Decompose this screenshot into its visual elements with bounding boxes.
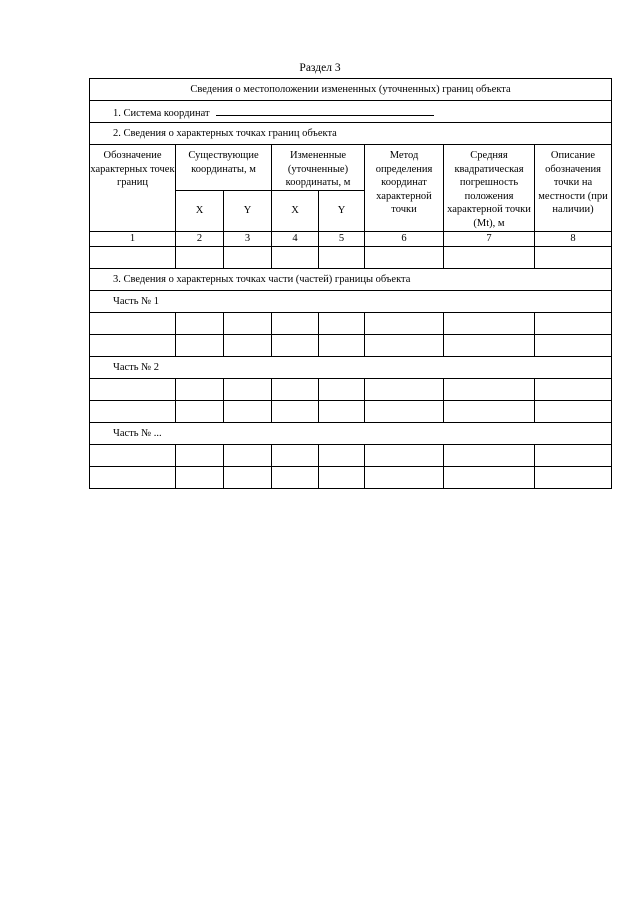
column-number: 6 [365, 231, 444, 246]
table-row [90, 466, 612, 488]
column-number: 5 [319, 231, 365, 246]
existing-y-header: Y [224, 190, 272, 231]
table-cell[interactable] [90, 466, 176, 488]
table-row [90, 378, 612, 400]
column-number: 2 [176, 231, 224, 246]
table-row [90, 444, 612, 466]
table-cell[interactable] [444, 334, 535, 356]
table-cell[interactable] [176, 312, 224, 334]
table-row [90, 334, 612, 356]
table-cell[interactable] [444, 444, 535, 466]
points-title: 2. Сведения о характерных точках границ объекта [90, 123, 612, 145]
table-cell[interactable] [365, 378, 444, 400]
col-designation-header: Обозначение характерных точек границ [90, 145, 176, 232]
table-cell[interactable] [365, 466, 444, 488]
table-cell[interactable] [365, 312, 444, 334]
col-method-header: Метод определения координат характерной точки [365, 145, 444, 232]
table-cell[interactable] [444, 312, 535, 334]
table-title: Сведения о местоположении измененных (уточненных) границ объекта [90, 79, 612, 101]
boundary-table [89, 78, 612, 489]
col-existing-header: Существующие координаты, м [176, 145, 272, 191]
table-cell[interactable] [365, 334, 444, 356]
table-cell[interactable] [176, 334, 224, 356]
column-number: 7 [444, 231, 535, 246]
changed-y-header: Y [319, 190, 365, 231]
column-number: 1 [90, 231, 176, 246]
table-cell[interactable] [535, 444, 612, 466]
table-cell[interactable] [272, 400, 319, 422]
table-cell[interactable] [224, 246, 272, 268]
table-cell[interactable] [319, 312, 365, 334]
parts-title: 3. Сведения о характерных точках части (частей) границы объекта [90, 268, 612, 290]
table-cell[interactable] [272, 312, 319, 334]
col-description-header: Описание обозначения точки на местности (при наличии) [535, 145, 612, 232]
table-cell[interactable] [319, 444, 365, 466]
table-cell[interactable] [224, 466, 272, 488]
table-cell[interactable] [444, 400, 535, 422]
column-number: 3 [224, 231, 272, 246]
coordinate-system-field[interactable] [216, 104, 434, 116]
table-cell[interactable] [272, 466, 319, 488]
column-numbers-row [90, 231, 612, 246]
table-cell[interactable] [444, 378, 535, 400]
table-cell[interactable] [272, 444, 319, 466]
table-cell[interactable] [176, 444, 224, 466]
table-cell[interactable] [224, 378, 272, 400]
table-cell[interactable] [90, 400, 176, 422]
table-cell[interactable] [319, 378, 365, 400]
table-cell[interactable] [224, 334, 272, 356]
table-cell[interactable] [224, 312, 272, 334]
coordinate-system-row [90, 101, 612, 123]
table-cell[interactable] [90, 246, 176, 268]
existing-x-header: X [176, 190, 224, 231]
table-cell[interactable] [319, 466, 365, 488]
table-cell[interactable] [535, 334, 612, 356]
coordinate-system-label: 1. Система координат [113, 108, 210, 119]
column-number: 8 [535, 231, 612, 246]
table-cell[interactable] [319, 334, 365, 356]
section-title: Раздел 3 [299, 62, 341, 74]
table-cell[interactable] [176, 400, 224, 422]
table-cell[interactable] [90, 312, 176, 334]
table-cell[interactable] [365, 400, 444, 422]
table-cell[interactable] [176, 466, 224, 488]
table-cell[interactable] [272, 334, 319, 356]
part-label: Часть № 1 [90, 290, 612, 312]
table-cell[interactable] [535, 400, 612, 422]
table-cell[interactable] [176, 378, 224, 400]
table-cell[interactable] [224, 444, 272, 466]
col-changed-header: Измененные (уточненные) координаты, м [272, 145, 365, 191]
col-error-header: Средняя квадратическая погрешность положения характерной точки (Mt), м [444, 145, 535, 232]
table-cell[interactable] [535, 466, 612, 488]
table-row [90, 312, 612, 334]
table-cell[interactable] [90, 334, 176, 356]
table-cell[interactable] [444, 246, 535, 268]
table-cell[interactable] [224, 400, 272, 422]
table-cell[interactable] [90, 378, 176, 400]
table-cell[interactable] [365, 444, 444, 466]
changed-x-header: X [272, 190, 319, 231]
table-cell[interactable] [272, 246, 319, 268]
table-cell[interactable] [319, 246, 365, 268]
table-cell[interactable] [535, 246, 612, 268]
table-cell[interactable] [535, 312, 612, 334]
table-row [90, 246, 612, 268]
table-cell[interactable] [272, 378, 319, 400]
table-cell[interactable] [176, 246, 224, 268]
table-cell[interactable] [535, 378, 612, 400]
table-cell[interactable] [90, 444, 176, 466]
part-label: Часть № 2 [90, 356, 612, 378]
part-label: Часть № ... [90, 422, 612, 444]
table-cell[interactable] [365, 246, 444, 268]
column-number: 4 [272, 231, 319, 246]
table-cell[interactable] [444, 466, 535, 488]
table-row [90, 400, 612, 422]
table-cell[interactable] [319, 400, 365, 422]
